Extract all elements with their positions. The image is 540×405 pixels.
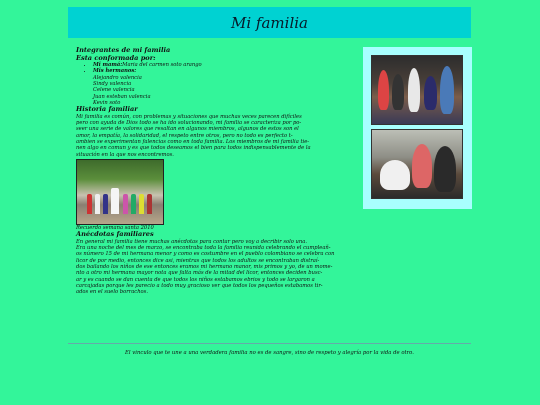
list-item: Juan esteban valencia [93, 93, 151, 100]
text-line: situación en la que nos encontremos. [76, 151, 174, 158]
photo-sidebar [363, 47, 472, 209]
text-line: ados en el suelo borrachos. [76, 289, 148, 296]
photo-figure [380, 160, 410, 190]
hermanos-list [76, 75, 358, 106]
hermanos-label: Mis hermanos: [93, 68, 137, 75]
list-item: Alejandro valencia [93, 74, 142, 81]
members-list [76, 62, 358, 75]
photo-caption: Recuerdo semana santa 2010 [76, 224, 154, 231]
photo-figure [95, 194, 100, 214]
text-line: seer una serie de valores que resaltan en algunos miembros, algunos de estos son el [76, 126, 299, 133]
list-item: Celene valencia [93, 87, 135, 94]
photo-figure [440, 66, 454, 114]
members-subheading: Esta conformada por: [76, 53, 156, 62]
photo-figure [378, 70, 389, 110]
text-line: licor de por medio, entonces dice asi, mientras que todos los adultos se encontraban distraí- [76, 257, 320, 264]
mama-name: Maria del carmen soto arango [122, 62, 202, 69]
photo-figure [111, 188, 119, 214]
photo-figure [392, 74, 404, 110]
anecdotes-paragraph [76, 239, 358, 296]
text-line: En general mi familia tiene muchas anécdotas para contar pero voy a decribir solo una. [76, 238, 307, 245]
text-line: pero con ayuda de Dios todo se ha ido solucionando, mi familia se caracteriza por po- [76, 120, 302, 127]
photo-figure [103, 194, 108, 214]
photo-figure [87, 194, 92, 214]
history-paragraph [76, 114, 358, 158]
text-line: amor, la empatía, la solidaridad, el respeto entre otros, pero no todo es perfecto t- [76, 132, 293, 139]
text-line: os número 15 de mi hermana menor y como es costumbre en el pueblo colombiano se celebra con [76, 251, 335, 258]
photo-figure [131, 194, 136, 214]
anecdotes-heading: Anécdotas familiares [76, 230, 154, 239]
footer-quote: El vinculo que te une a una verdadera familia no es de sangre, sino de respeto y alegría por la vida de otro. [125, 350, 414, 356]
text-line: Mi familia es común, con problemas y situaciones que muchas veces parecen difíciles [76, 113, 302, 120]
text-line: nto a otro mi hermana mayor nota que falta más de la mitad del licor, entonces deciden busc- [76, 270, 323, 277]
main-content [76, 47, 358, 296]
list-item: Sindy valencia [93, 81, 132, 88]
text-line: Era una noche del mes de marzo, se encontraba toda la familia reunida celebrando el cumpleañ- [76, 245, 331, 252]
page-title: Mi familia [231, 13, 308, 32]
photo-figure [147, 194, 152, 214]
easter-photo [76, 159, 164, 225]
text-line: nen algo en comun y es que todos deseamos el bien para todos indispensablemente de la [76, 145, 311, 152]
photo-figure [123, 194, 128, 214]
photo-figure [424, 76, 437, 110]
history-heading: Historia familiar [76, 105, 138, 114]
photo-figure [408, 68, 420, 112]
siblings-photo [371, 129, 463, 199]
footer-divider [68, 343, 471, 344]
text-line: dos bailando los niños de ese entonces eramos mi hermano manor, mis primos y yo, de un mome- [76, 264, 333, 271]
family-photo [371, 55, 463, 125]
text-line: ambien se experimentan falencias como en toda familia. Los miembros de mi familia tie- [76, 139, 310, 146]
text-line: ar y es cuando se dan cuenta de que todos los niños estabamos ebrios y todo se largaron a [76, 276, 315, 283]
members-heading: Integrantes de mi familia [76, 46, 171, 54]
photo-figure [139, 194, 144, 214]
photo-figure [434, 146, 456, 192]
list-item: Kevin soto [93, 99, 121, 106]
photo-figure [412, 144, 432, 188]
mama-label: Mi mamá: [93, 62, 123, 69]
text-line: carcajadas porque les parecio a todo muy gracioso ver que todos los pequeños estabamos tir- [76, 282, 323, 289]
title-banner [68, 7, 471, 38]
